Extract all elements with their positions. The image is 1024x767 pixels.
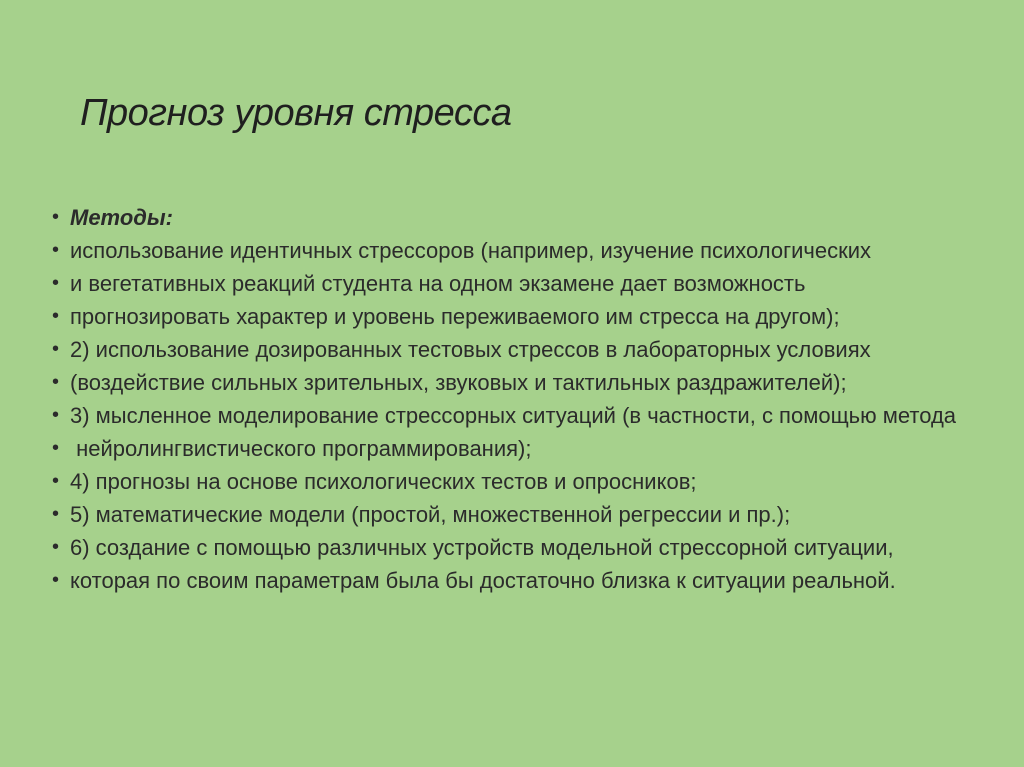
list-item-text: (воздействие сильных зрительных, звуковых и тактильных раздражителей); bbox=[70, 370, 847, 395]
bullet-list bbox=[52, 205, 1002, 601]
bullet-icon: • bbox=[52, 371, 60, 393]
list-item-text: и вегетативных реакций студента на одном экзамене дает возможность bbox=[70, 271, 806, 296]
bullet-icon: • bbox=[52, 206, 60, 228]
bullet-icon: • bbox=[52, 536, 60, 558]
list-item bbox=[52, 238, 1002, 263]
list-item-text: нейролингвистического программирования); bbox=[70, 436, 532, 461]
bullet-icon: • bbox=[52, 338, 60, 360]
list-item-text: использование идентичных стрессоров (например, изучение психологических bbox=[70, 238, 872, 263]
list-item bbox=[52, 568, 1002, 593]
list-item-text: 4) прогнозы на основе психологических тестов и опросников; bbox=[70, 469, 697, 494]
list-item bbox=[52, 469, 1002, 494]
bullet-icon: • bbox=[52, 470, 60, 492]
slide-title: Прогноз уровня стресса bbox=[80, 92, 512, 134]
bullet-icon: • bbox=[52, 272, 60, 294]
list-item bbox=[52, 205, 1002, 230]
list-item-text: прогнозировать характер и уровень переживаемого им стресса на другом); bbox=[70, 304, 840, 329]
list-item-text: 6) создание с помощью различных устройств модельной стрессорной ситуации, bbox=[70, 535, 894, 560]
list-item bbox=[52, 337, 1002, 362]
list-item-text: Методы: bbox=[70, 205, 173, 230]
bullet-icon: • bbox=[52, 305, 60, 327]
list-item bbox=[52, 502, 1002, 527]
list-item bbox=[52, 304, 1002, 329]
list-item-text: которая по своим параметрам была бы достаточно близка к ситуации реальной. bbox=[70, 568, 896, 593]
bullet-icon: • bbox=[52, 503, 60, 525]
list-item bbox=[52, 535, 1002, 560]
list-item-text: 5) математические модели (простой, множественной регрессии и пр.); bbox=[70, 502, 791, 527]
bullet-icon: • bbox=[52, 404, 60, 426]
list-item-text: 2) использование дозированных тестовых стрессов в лабораторных условиях bbox=[70, 337, 871, 362]
list-item bbox=[52, 403, 1002, 428]
list-item bbox=[52, 271, 1002, 296]
bullet-icon: • bbox=[52, 239, 60, 261]
list-item bbox=[52, 436, 1002, 461]
list-item-text: 3) мысленное моделирование стрессорных ситуаций (в частности, с помощью метода bbox=[70, 403, 957, 428]
bullet-icon: • bbox=[52, 569, 60, 591]
list-item bbox=[52, 370, 1002, 395]
bullet-icon: • bbox=[52, 437, 60, 459]
